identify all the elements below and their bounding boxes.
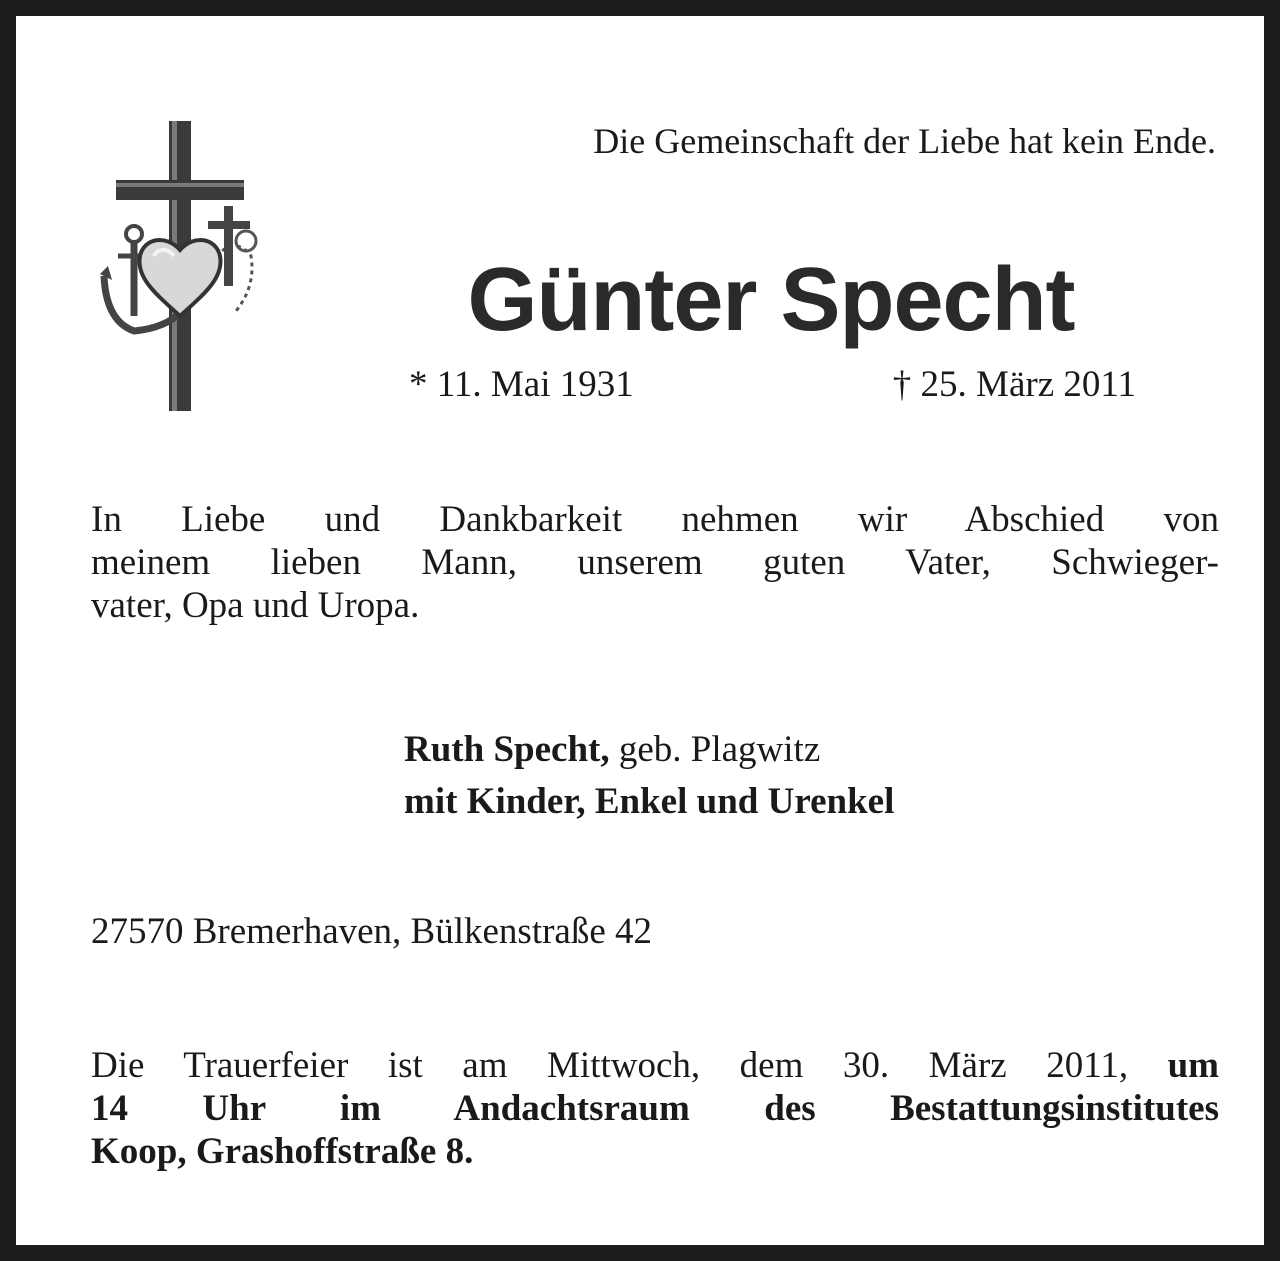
motto: Die Gemeinschaft der Liebe hat kein Ende.	[593, 121, 1216, 161]
spouse-line	[404, 724, 894, 776]
funeral-line	[91, 1087, 1219, 1130]
spouse-birth-name: geb. Plagwitz	[609, 729, 821, 770]
relatives: mit Kinder, Enkel und Urenkel	[404, 781, 895, 822]
funeral-info	[91, 1044, 1219, 1173]
funeral-line	[91, 1130, 1219, 1173]
relatives-line	[404, 776, 894, 828]
farewell-line: vater, Opa und Uropa.	[91, 585, 420, 626]
funeral-place: 14 Uhr im Andachtsraum des Bestattungsinstitutes	[91, 1088, 1219, 1129]
farewell-line: meinem lieben Mann, unserem guten Vater, Schwieger-	[91, 542, 1219, 583]
funeral-date-text: Die Trauerfeier ist am Mittwoch, dem 30. März 2011,	[91, 1045, 1168, 1086]
deceased-name: Günter Specht	[467, 250, 1075, 350]
funeral-time-start: um	[1167, 1045, 1219, 1086]
farewell-text	[91, 498, 1219, 627]
birth-date: * 11. Mai 1931	[409, 364, 634, 405]
funeral-address: Koop, Grashoffstraße 8.	[91, 1131, 474, 1172]
funeral-line	[91, 1044, 1219, 1087]
spouse-name: Ruth Specht,	[404, 729, 610, 770]
death-date: † 25. März 2011	[892, 364, 1136, 405]
address: 27570 Bremerhaven, Bülkenstraße 42	[91, 911, 653, 952]
mourners	[404, 724, 894, 828]
cross-anchor-heart-icon	[96, 116, 266, 416]
farewell-line: In Liebe und Dankbarkeit nehmen wir Abschied von	[91, 499, 1219, 540]
